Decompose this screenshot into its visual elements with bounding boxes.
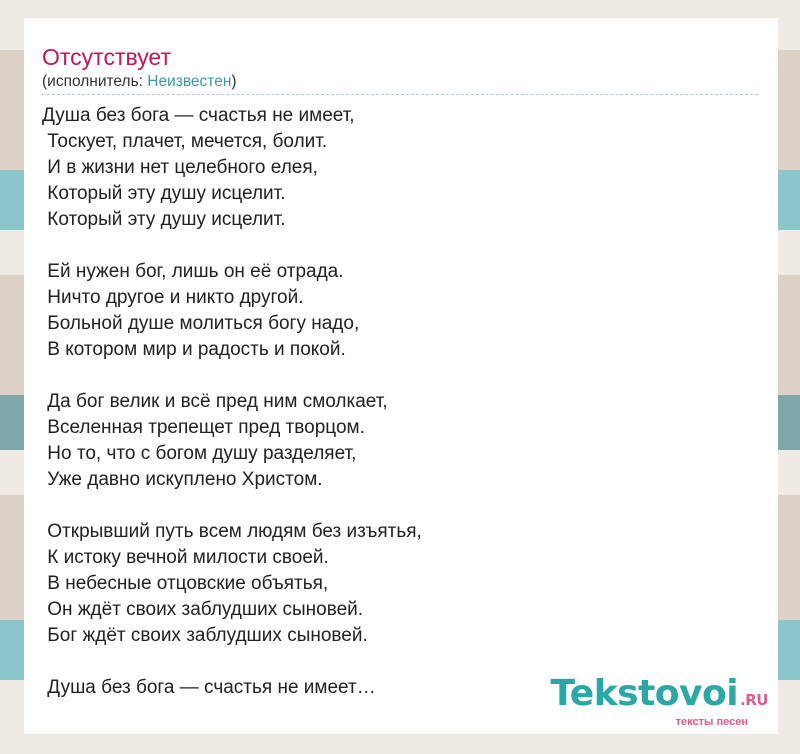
song-title: Отсутствует	[42, 44, 171, 70]
logo-wordmark	[551, 675, 768, 719]
artist-line	[42, 73, 237, 91]
lyrics-text: Душа без бога — счастья не имеет, Тоскует, плачет, мечется, болит. И в жизни нет целебного елея, Который эту душу исцелит. Который эту душу исцелит. Ей нужен бог, лишь он её отрада. Ничто другое и никто другой. Больной душе молиться богу надо, В котором мир и радость и покой. Да бог велик и всё пред ним смолкает, Вселенная трепещет пред творцом. Но то, что с богом душу разделяет, Уже давно искуплено Христом. Открывший путь всем людям без изъятья, К истоку вечной милости своей. В небесные отцовские объятья, Он ждёт своих заблудших сыновей. Бог ждёт своих заблудших сыновей. Душа без бога — счастья не имеет…	[42, 105, 422, 698]
logo-name: Tekstovoi	[550, 673, 739, 714]
artist-suffix: )	[231, 73, 237, 90]
logo-tld: .RU	[740, 691, 768, 709]
lyrics-card	[24, 18, 778, 734]
artist-prefix: (исполнитель:	[42, 73, 148, 90]
artist-link[interactable]: Неизвестен	[147, 73, 232, 90]
logo-tagline: тексты песен	[675, 716, 748, 728]
dashed-divider	[42, 94, 758, 95]
site-logo[interactable]	[551, 675, 768, 728]
